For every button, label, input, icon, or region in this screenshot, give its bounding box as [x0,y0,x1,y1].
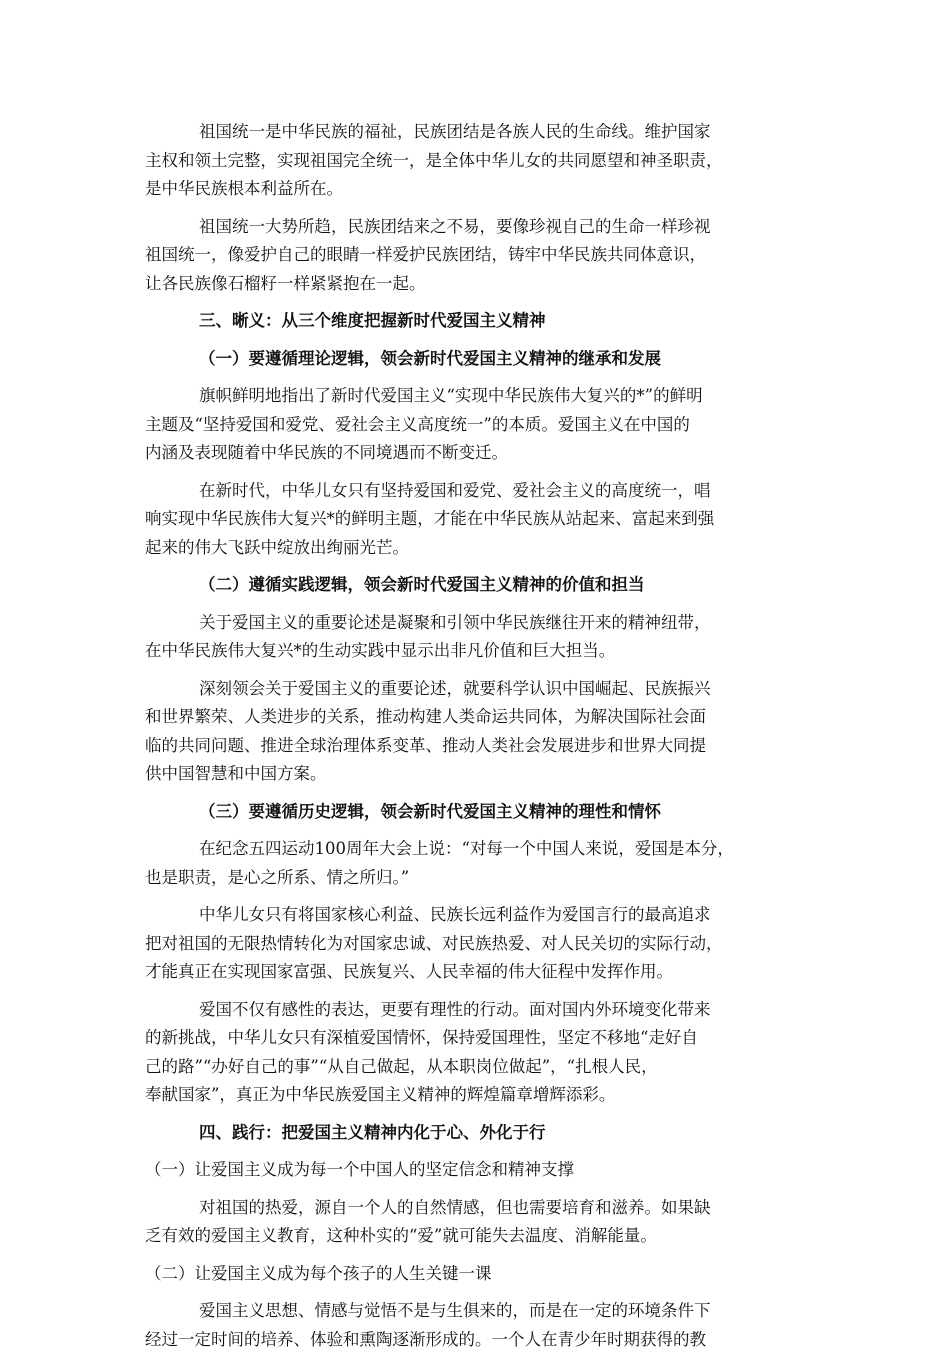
subsection-heading [145,1260,820,1289]
paragraph [145,609,820,666]
text-line: （二）遵循实践逻辑，领会新时代爱国主义精神的价值和担当 [199,575,645,594]
paragraph [145,213,820,299]
text-line: （二）让爱国主义成为每个孩子的人生关键一课 [145,1263,492,1283]
text-line: 响实现中华民族伟大复兴*的鲜明主题，才能在中华民族从站起来、富起来到强 [145,509,715,528]
text-line: 中华儿女只有将国家核心利益、民族长远利益作为爱国言行的最高追求 [199,905,711,924]
text-line: 在新时代，中华儿女只有坚持爱国和爱党、爱社会主义的高度统一，唱 [199,480,711,500]
paragraph [145,675,820,789]
text-line: 祖国统一大势所趋，民族团结来之不易，要像珍视自己的生命一样珍视 [199,216,711,236]
subsection-heading [145,1156,820,1185]
text-line: 乏有效的爱国主义教育，这种朴实的“爱”就可能失去温度、消解能量。 [145,1226,657,1245]
text-line: 是中华民族根本利益所在。 [145,179,343,198]
text-line: 主题及“坚持爱国和爱党、爱社会主义高度统一”的本质。爱国主义在中国的 [145,414,690,434]
document-body [145,118,820,1363]
paragraph [145,996,820,1110]
text-line: 四、践行：把爱国主义精神内化于心、外化于行 [199,1122,546,1142]
text-line: 和世界繁荣、人类进步的关系，推动构建人类命运共同体，为解决国际社会面 [145,707,706,726]
section-heading [145,571,820,600]
text-line: 旗帜鲜明地指出了新时代爱国主义“实现中华民族伟大复兴的*”的鲜明 [199,386,703,405]
text-line: 的新挑战，中华儿女只有深植爱国情怀，保持爱国理性，坚定不移地“走好自 [145,1028,698,1047]
text-line: 关于爱国主义的重要论述是凝聚和引领中华民族继往开来的精神纽带， [199,612,711,632]
text-line: 内涵及表现随着中华民族的不同境遇而不断变迁。 [145,443,508,462]
text-line: 己的路”“办好自己的事”“从自己做起，从本职岗位做起”，“扎根人民， [145,1056,658,1076]
paragraph [145,1297,820,1354]
text-line: 祖国统一是中华民族的福祉，民族团结是各族人民的生命线。维护国家 [199,122,711,141]
text-line: 爱国不仅有感性的表达，更要有理性的行动。面对国内外环境变化带来 [199,999,711,1019]
text-line: （三）要遵循历史逻辑，领会新时代爱国主义精神的理性和情怀 [199,801,661,821]
text-line: 三、晰义：从三个维度把握新时代爱国主义精神 [199,311,546,330]
text-line: 爱国主义思想、情感与觉悟不是与生俱来的，而是在一定的环境条件下 [199,1301,711,1320]
text-line: 主权和领土完整，实现祖国完全统一，是全体中华儿女的共同愿望和神圣职责， [145,150,723,170]
text-line: （一）要遵循理论逻辑，领会新时代爱国主义精神的继承和发展 [199,348,661,368]
text-line: 在纪念五四运动100周年大会上说：“对每一个中国人来说，爱国是本分， [199,839,734,858]
text-line: 临的共同问题、推进全球治理体系变革、推动人类社会发展进步和世界大同提 [145,735,706,755]
text-line: 让各民族像石榴籽一样紧紧抱在一起。 [145,273,426,293]
section-heading [145,798,820,827]
text-line: 才能真正在实现国家富强、民族复兴、人民幸福的伟大征程中发挥作用。 [145,962,673,981]
paragraph [145,835,820,892]
section-heading [145,307,820,336]
text-line: 祖国统一，像爱护自己的眼睛一样爱护民族团结，铸牢中华民族共同体意识， [145,245,706,264]
text-line: 对祖国的热爱，源自一个人的自然情感，但也需要培育和滋养。如果缺 [199,1197,711,1217]
section-heading [145,345,820,374]
text-line: （一）让爱国主义成为每一个中国人的坚定信念和精神支撑 [145,1160,574,1179]
paragraph [145,1194,820,1251]
text-line: 经过一定时间的培养、体验和熏陶逐渐形成的。一个人在青少年时期获得的教 [145,1329,706,1349]
paragraph [145,477,820,563]
paragraph [145,901,820,987]
text-line: 在中华民族伟大复兴*的生动实践中显示出非凡价值和巨大担当。 [145,641,616,660]
text-line: 起来的伟大飞跃中绽放出绚丽光芒。 [145,537,409,557]
paragraph [145,118,820,204]
text-line: 深刻领会关于爱国主义的重要论述，就要科学认识中国崛起、民族振兴 [199,678,711,698]
paragraph [145,382,820,468]
text-line: 奉献国家”，真正为中华民族爱国主义精神的辉煌篇章增辉添彩。 [145,1085,616,1104]
text-line: 供中国智慧和中国方案。 [145,764,327,783]
text-line: 把对祖国的无限热情转化为对国家忠诚、对民族热爱、对人民关切的实际行动， [145,933,723,953]
text-line: 也是职责，是心之所系、情之所归。” [145,867,410,887]
section-heading [145,1119,820,1148]
